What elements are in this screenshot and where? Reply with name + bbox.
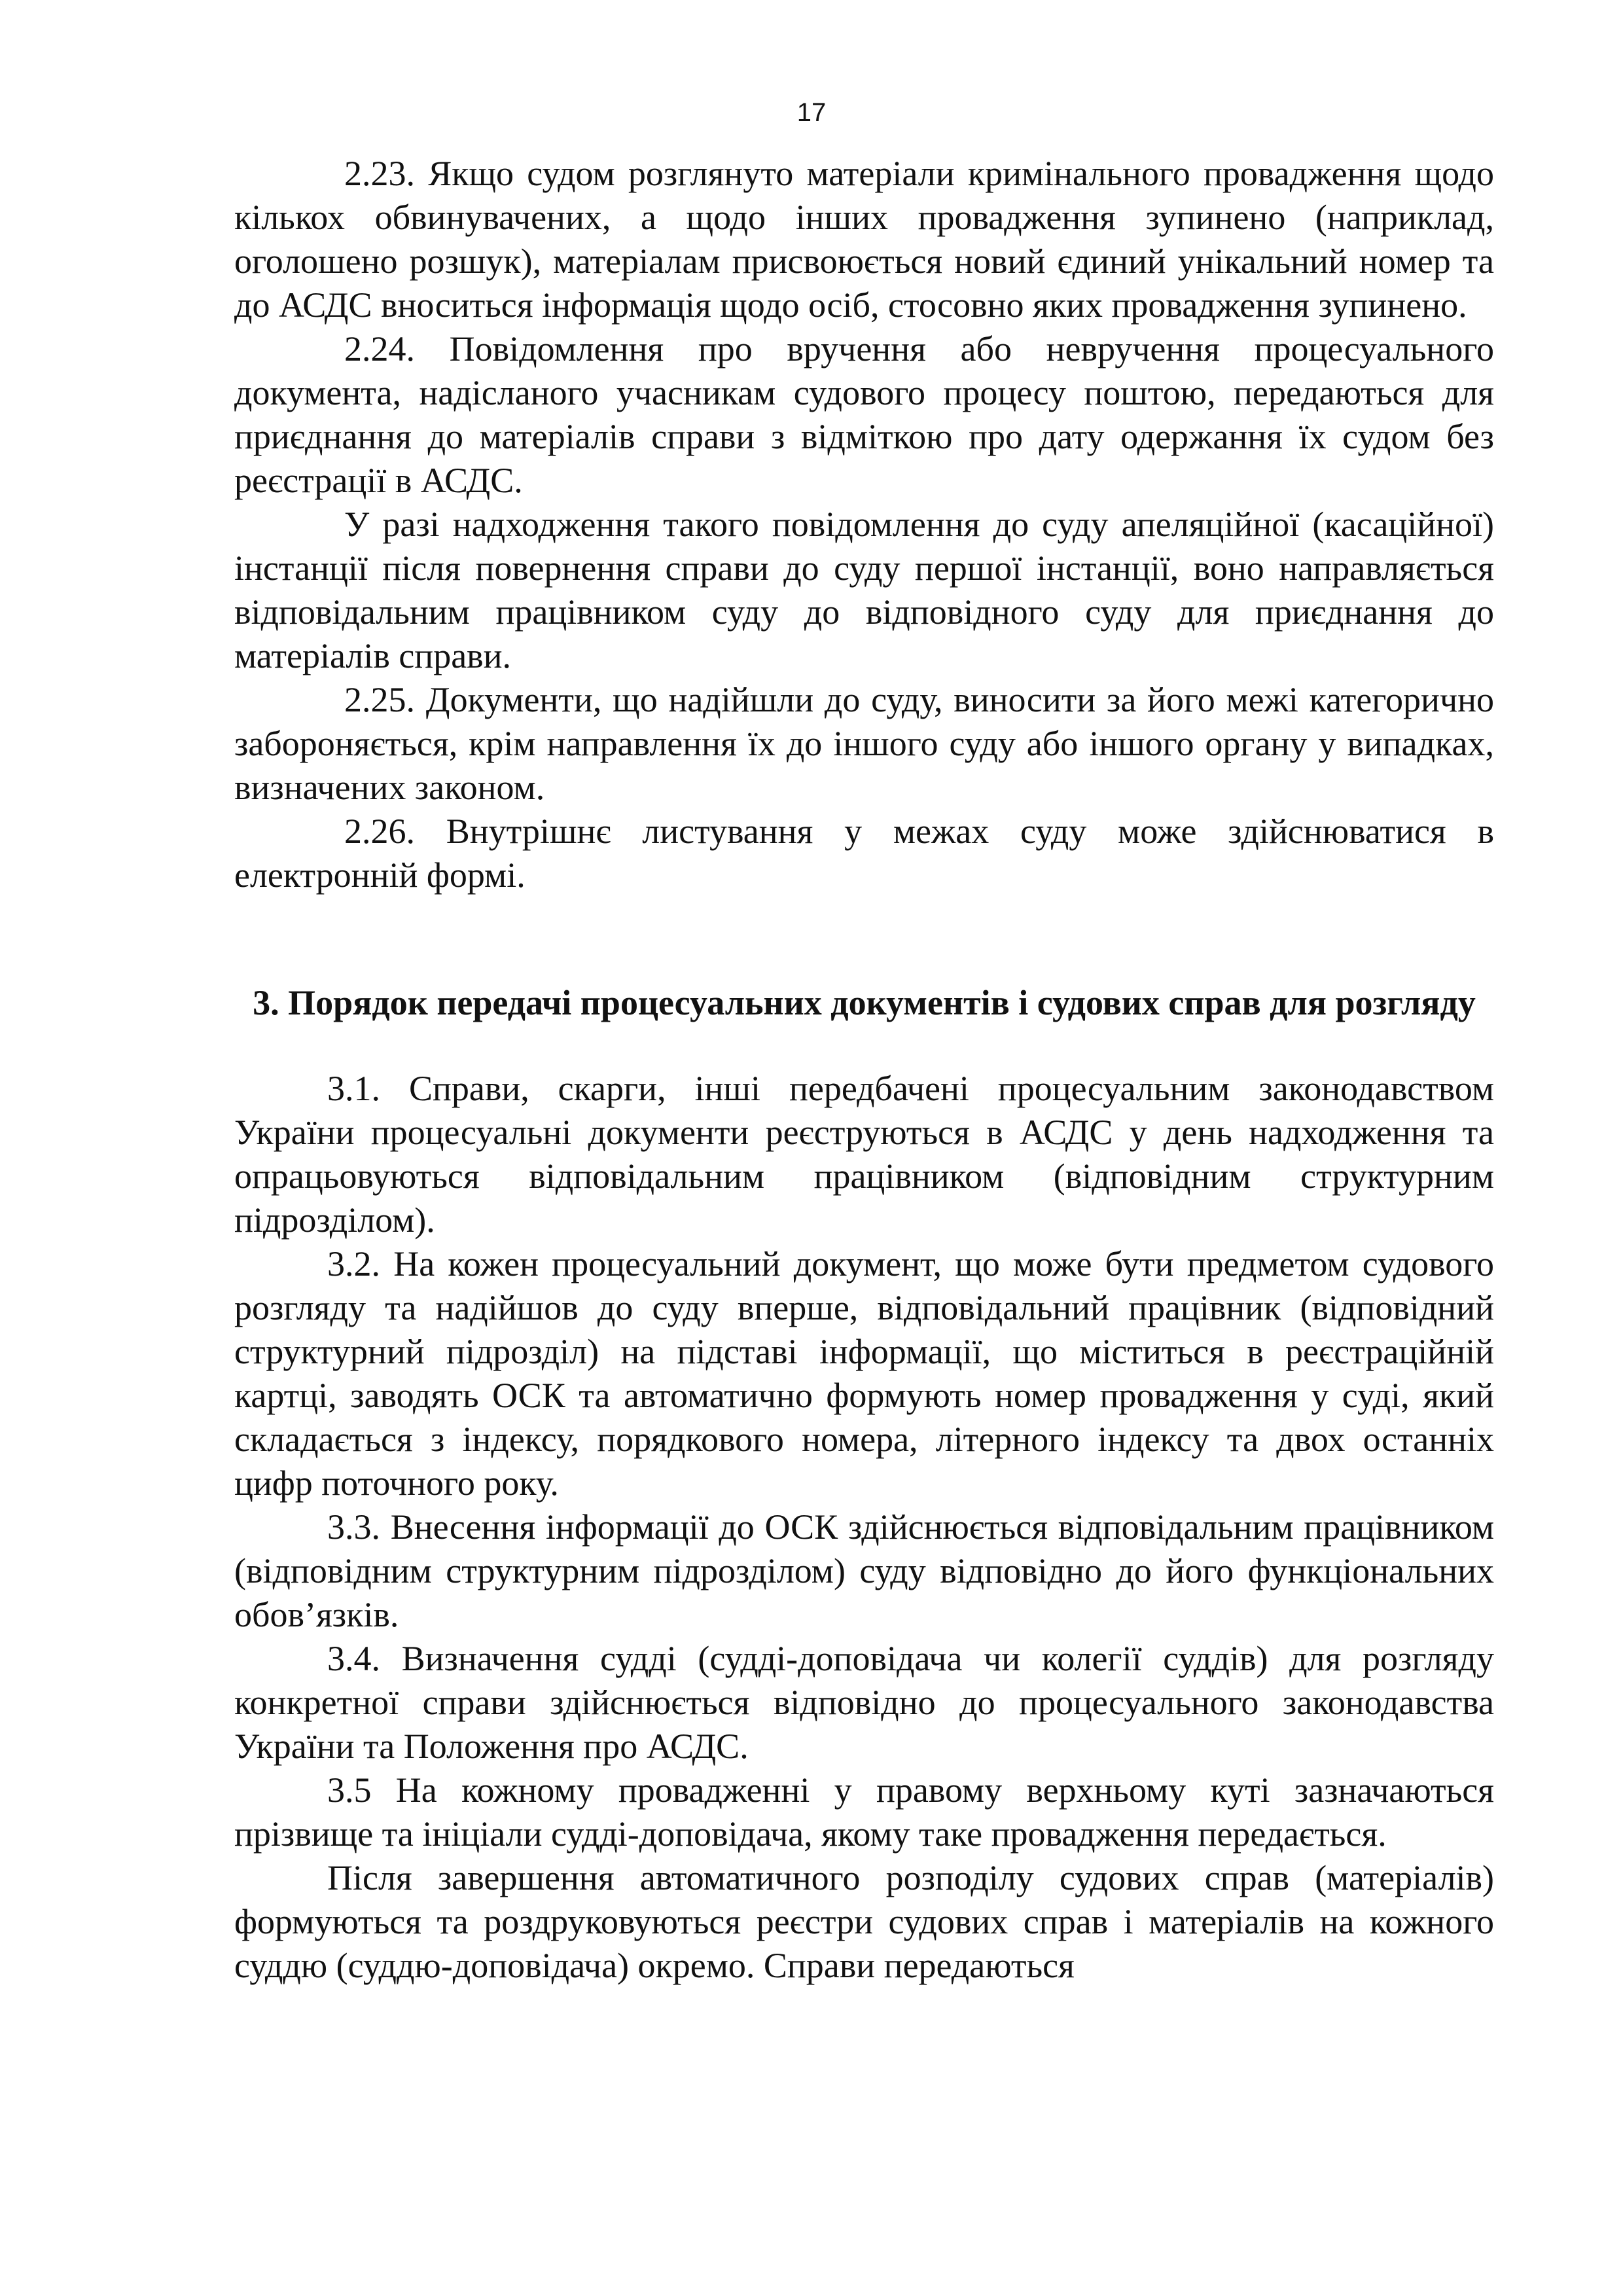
paragraph-2-24-continuation: У разі надходження такого повідомлення до суду апеляційної (касаційної) інстанції після повернення справи до суду першої інстанції, воно направляється відповідальним працівником суду до відповідного суду для приєднання до матеріалів справи. xyxy=(234,505,1494,675)
section-3-heading: 3. Порядок передачі процесуальних документів і судових справ для розгляду xyxy=(253,983,1476,1022)
paragraph-3-5-continuation: Після завершення автоматичного розподілу судових справ (матеріалів) формуються та роздруковуються реєстри судових справ і матеріалів на кожного суддю (суддю-доповідача) окремо. Справи передаються xyxy=(234,1858,1494,1985)
paragraph-2-24: 2.24. Повідомлення про вручення або невручення процесуального документа, надісланого учасникам судового процесу поштою, передаються для приєднання до матеріалів справи з відміткою про дату одержання їх судом без реєстрації в АСДС. xyxy=(234,329,1494,500)
paragraph-3-4: 3.4. Визначення судді (судді-доповідача чи колегії суддів) для розгляду конкретної справи здійснюється відповідно до процесуального законодавства України та Положення про АСДС. xyxy=(234,1639,1494,1766)
paragraph-2-26: 2.26. Внутрішнє листування у межах суду може здійснюватися в електронній формі. xyxy=(234,812,1494,895)
page-number: 17 xyxy=(796,98,827,127)
paragraph-3-5: 3.5 На кожному провадженні у правому верхньому куті зазначаються прізвище та ініціали судді-доповідача, якому таке провадження передається. xyxy=(234,1770,1494,1854)
paragraph-2-25: 2.25. Документи, що надійшли до суду, виносити за його межі категорично забороняється, крім направлення їх до іншого суду або іншого органу у випадках, визначених законом. xyxy=(234,680,1494,807)
paragraph-2-23: 2.23. Якщо судом розглянуто матеріали кримінального провадження щодо кількох обвинувачених, а щодо інших провадження зупинено (наприклад, оголошено розшук), матеріалам присвоюється новий єдиний унікальний номер та до АСДС вноситься інформація щодо осіб, стосовно яких провадження зупинено. xyxy=(234,154,1494,325)
paragraph-3-3: 3.3. Внесення інформації до ОСК здійснюється відповідальним працівником (відповідним структурним підрозділом) суду відповідно до його функціональних обов’язків. xyxy=(234,1507,1494,1634)
document-body xyxy=(234,152,1494,1988)
paragraph-3-1: 3.1. Справи, скарги, інші передбачені процесуальним законодавством України процесуальні документи реєструються в АСДС у день надходження та опрацьовуються відповідальним працівником (відповідним структурним підрозділом). xyxy=(234,1069,1494,1240)
paragraph-3-2: 3.2. На кожен процесуальний документ, що може бути предметом судового розгляду та надійшов до суду вперше, відповідальний працівник (відповідний структурний підрозділ) на підставі інформації, що міститься в реєстраційній картці, заводять ОСК та автоматично формують номер провадження у суді, який складається з індексу, порядкового номера, літерного індексу та двох останніх цифр поточного року. xyxy=(234,1244,1494,1503)
